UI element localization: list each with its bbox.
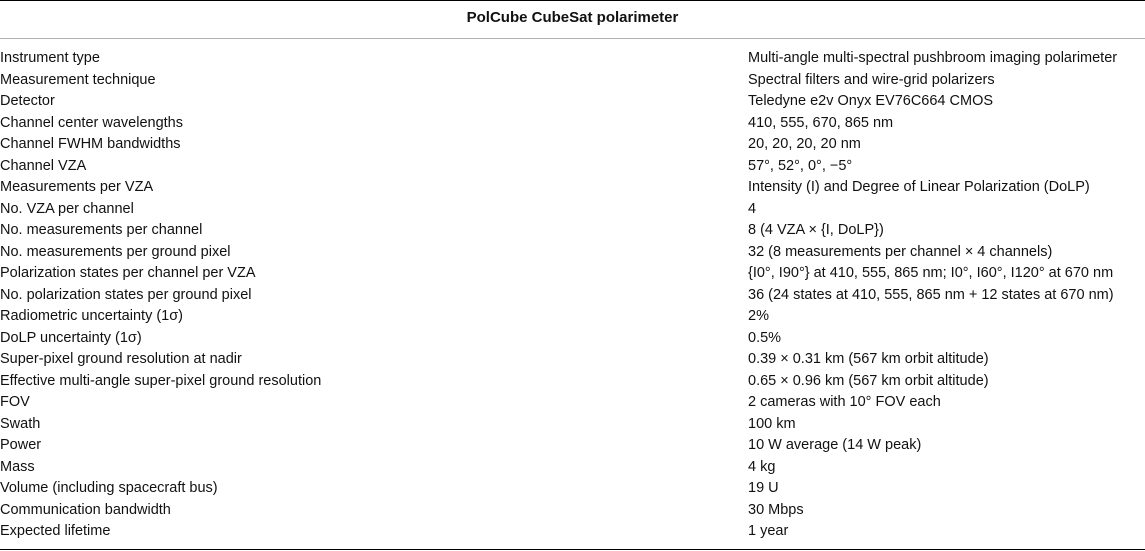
parameter-cell: Expected lifetime <box>0 523 111 539</box>
value-cell: Multi-angle multi-spectral pushbroom imaging polarimeter <box>748 50 1118 66</box>
parameter-cell: Super-pixel ground resolution at nadir <box>0 351 242 367</box>
table-row <box>0 91 1145 113</box>
table-row <box>0 306 1145 328</box>
table-row <box>0 349 1145 371</box>
table-row <box>0 177 1145 199</box>
table-row <box>0 70 1145 92</box>
parameter-cell: No. measurements per channel <box>0 222 203 238</box>
table-row <box>0 371 1145 393</box>
table-row <box>0 478 1145 500</box>
table-row <box>0 328 1145 350</box>
value-cell: 30 Mbps <box>748 501 804 518</box>
header-rule <box>0 38 1145 39</box>
value-cell: 100 km <box>748 415 796 432</box>
parameter-cell: Measurement technique <box>0 71 156 88</box>
value-cell: 0.39 × 0.31 km (567 km orbit altitude) <box>748 351 989 367</box>
value-cell: 57°, 52°, 0°, −5° <box>748 157 853 174</box>
parameter-cell: Radiometric uncertainty (1σ) <box>0 308 184 324</box>
value-cell: 20, 20, 20, 20 nm <box>748 136 861 152</box>
value-cell: Spectral filters and wire-grid polarizers <box>748 71 995 88</box>
table-row <box>0 392 1145 414</box>
value-cell: Teledyne e2v Onyx EV76C664 CMOS <box>748 93 994 109</box>
table-bottom-rule <box>0 549 1145 550</box>
value-cell: 4 <box>748 200 757 217</box>
table-row <box>0 414 1145 436</box>
value-cell: 0.5% <box>748 329 782 346</box>
value-cell: 4 kg <box>748 458 776 475</box>
table-row <box>0 435 1145 457</box>
parameter-cell: Effective multi-angle super-pixel ground resolution <box>0 372 322 389</box>
parameter-cell: Measurements per VZA <box>0 179 154 195</box>
value-cell: 10 W average (14 W peak) <box>748 437 922 453</box>
table-top-rule <box>0 0 1145 1</box>
table-body <box>0 48 1145 543</box>
parameter-cell: FOV <box>0 394 30 410</box>
table-title: PolCube CubeSat polarimeter <box>466 9 679 26</box>
value-cell: 19 U <box>748 480 779 496</box>
parameter-cell: No. VZA per channel <box>0 200 134 217</box>
table-row <box>0 521 1145 543</box>
table-row <box>0 242 1145 264</box>
parameter-cell: Channel VZA <box>0 157 87 174</box>
table-row <box>0 263 1145 285</box>
table-row <box>0 156 1145 178</box>
table-row <box>0 113 1145 135</box>
value-cell: Intensity (I) and Degree of Linear Polarization (DoLP) <box>748 179 1090 195</box>
value-cell: 1 year <box>748 523 789 539</box>
value-cell: 2% <box>748 308 769 324</box>
table-row <box>0 134 1145 156</box>
parameter-cell: DoLP uncertainty (1σ) <box>0 329 142 346</box>
parameter-cell: Communication bandwidth <box>0 501 171 518</box>
table-row <box>0 48 1145 70</box>
parameter-cell: Detector <box>0 93 55 109</box>
parameter-cell: No. polarization states per ground pixel <box>0 286 252 303</box>
parameter-cell: Swath <box>0 415 41 432</box>
parameter-cell: Channel center wavelengths <box>0 114 183 131</box>
parameter-cell: No. measurements per ground pixel <box>0 243 231 260</box>
value-cell: 8 (4 VZA × {I, DoLP}) <box>748 222 884 238</box>
value-cell: 32 (8 measurements per channel × 4 channels) <box>748 243 1053 260</box>
table-row <box>0 285 1145 307</box>
value-cell: 0.65 × 0.96 km (567 km orbit altitude) <box>748 372 989 389</box>
parameter-cell: Polarization states per channel per VZA <box>0 265 256 281</box>
value-cell: 36 (24 states at 410, 555, 865 nm + 12 states at 670 nm) <box>748 286 1114 303</box>
table-row <box>0 199 1145 221</box>
parameter-cell: Instrument type <box>0 50 100 66</box>
table-row <box>0 457 1145 479</box>
value-cell: 2 cameras with 10° FOV each <box>748 394 941 410</box>
value-cell: 410, 555, 670, 865 nm <box>748 114 894 131</box>
value-cell: {I0°, I90°} at 410, 555, 865 nm; I0°, I60°, I120° at 670 nm <box>748 265 1114 281</box>
parameter-cell: Mass <box>0 458 35 475</box>
parameter-cell: Volume (including spacecraft bus) <box>0 480 218 496</box>
parameter-cell: Channel FWHM bandwidths <box>0 136 181 152</box>
table-row <box>0 500 1145 522</box>
parameter-cell: Power <box>0 437 42 453</box>
table-row <box>0 220 1145 242</box>
